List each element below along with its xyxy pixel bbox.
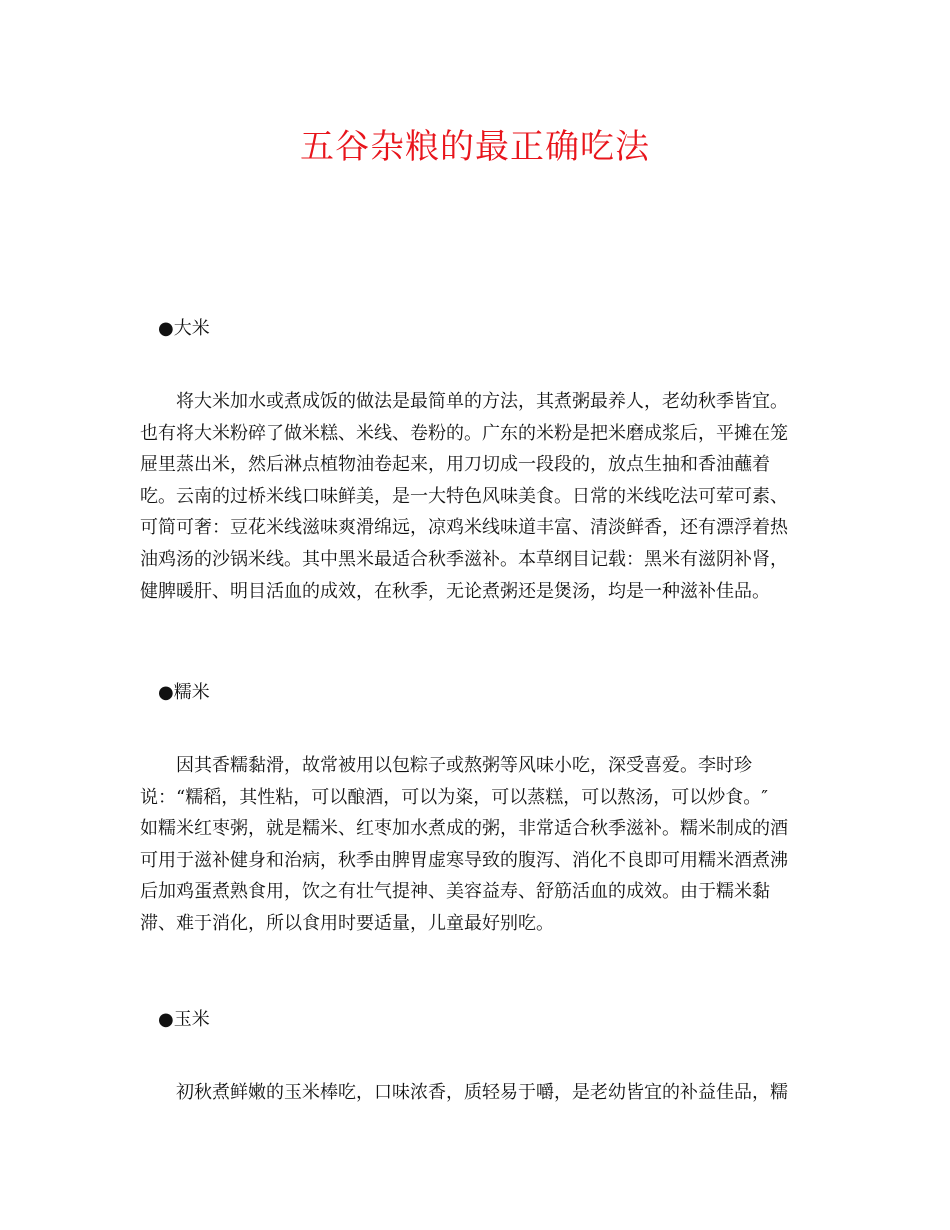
paragraph-line: 因其香糯黏滑，故常被用以包粽子或熬粥等风味小吃，深受喜爱。李时珍 [176, 755, 752, 776]
section-heading-rice: ●大米 [158, 318, 210, 339]
paragraph-line: 初秋煮鲜嫩的玉米棒吃，口味浓香，质轻易于嚼，是老幼皆宜的补益佳品，糯 [176, 1082, 788, 1103]
paragraph-line: 屉里蒸出米，然后淋点植物油卷起来，用刀切成一段段的，放点生抽和香油蘸着 [140, 454, 770, 476]
section-heading-glutinous-rice: ●糯米 [158, 682, 210, 703]
paragraph-line: 如糯米红枣粥，就是糯米、红枣加水煮成的粥，非常适合秋季滋补。糯米制成的酒 [140, 818, 788, 840]
paragraph-line: 说：“糯稻，其性粘，可以酿酒，可以为粢，可以蒸糕，可以熬汤，可以炒食。″ [140, 786, 768, 808]
paragraph-line: 吃。云南的过桥米线口味鲜美，是一大特色风味美食。日常的米线吃法可荤可素、 [140, 485, 788, 507]
section-paragraph-rice [140, 386, 810, 607]
paragraph-line: 也有将大米粉碎了做米糕、米线、卷粉的。广东的米粉是把米磨成浆后，平摊在笼 [140, 422, 788, 444]
paragraph-line: 后加鸡蛋煮熟食用，饮之有壮气提神、美容益寿、舒筋活血的成效。由于糯米黏 [140, 881, 770, 903]
paragraph-line: 可简可奢：豆花米线滋味爽滑绵远，凉鸡米线味道丰富、清淡鲜香，还有漂浮着热 [140, 517, 788, 539]
paragraph-line: 将大米加水或煮成饭的做法是最简单的方法，其煮粥最养人，老幼秋季皆宜。 [176, 391, 788, 412]
paragraph-line: 健脾暖肝、明目活血的成效，在秋季，无论煮粥还是煲汤，均是一种滋补佳品。 [140, 580, 770, 602]
paragraph-line: 滞、难于消化，所以食用时要适量，儿童最好别吃。 [140, 912, 554, 934]
section-heading-corn: ●玉米 [158, 1009, 210, 1030]
paragraph-line: 可用于滋补健身和治病，秋季由脾胃虚寒导致的腹泻、消化不良即可用糯米酒煮沸 [140, 849, 788, 871]
section-paragraph-glutinous-rice [140, 750, 810, 940]
section-paragraph-corn [140, 1077, 810, 1109]
document-title: 五谷杂粮的最正确吃法 [300, 127, 650, 167]
paragraph-line: 油鸡汤的沙锅米线。其中黑米最适合秋季滋补。本草纲目记载：黑米有滋阴补肾， [140, 548, 788, 570]
